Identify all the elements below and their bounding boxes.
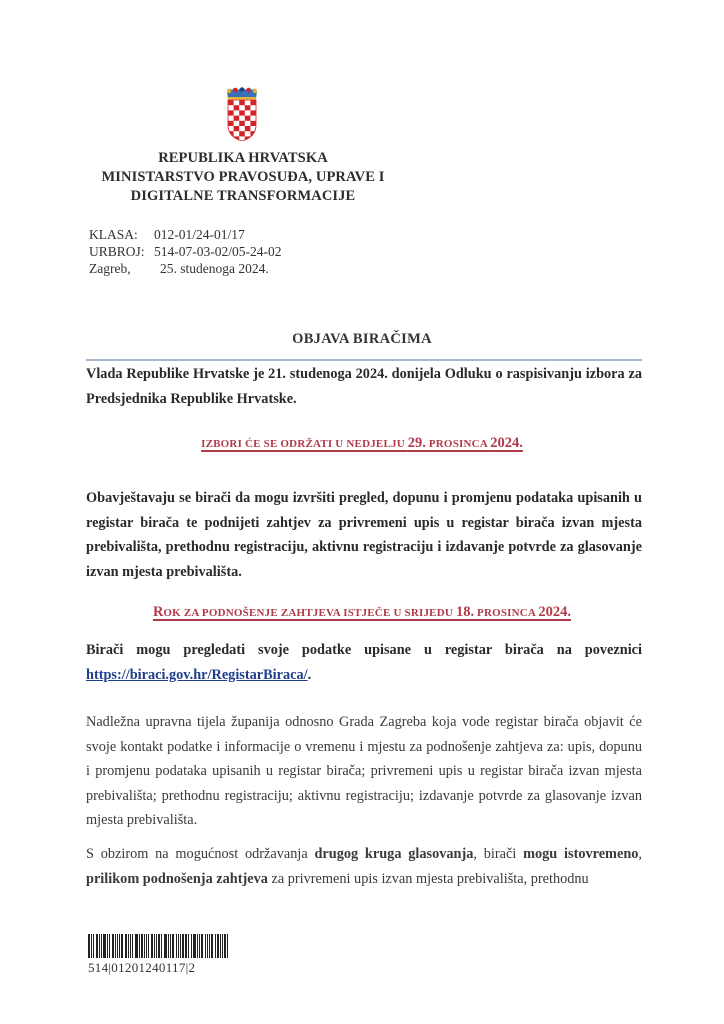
title-divider bbox=[86, 359, 642, 361]
header-country: REPUBLIKA HRVATSKA bbox=[158, 150, 328, 166]
election-notice-prefix: IZBORI ĆE SE ODRŽATI U NEDJELJU bbox=[201, 438, 408, 450]
barcode-bar bbox=[180, 934, 181, 958]
election-notice-month: PROSINCA bbox=[425, 438, 491, 450]
second-round-bold-3: prilikom podnošenja zahtjeva bbox=[86, 870, 268, 887]
barcode-bar bbox=[117, 934, 118, 958]
second-round-text-1: S obzirom na mogućnost održavanja bbox=[86, 846, 315, 862]
register-link[interactable]: https://biraci.gov.hr/RegistarBiraca/ bbox=[86, 666, 308, 683]
paragraph-second-round bbox=[86, 842, 642, 891]
register-link-end: . bbox=[307, 666, 312, 683]
place-label: Zagreb, bbox=[89, 261, 131, 276]
barcode-bar bbox=[99, 934, 100, 958]
urbroj-value: 514-07-03-02/05-24-02 bbox=[154, 244, 282, 259]
barcode-bar bbox=[144, 934, 145, 958]
barcode-bar bbox=[132, 934, 133, 958]
second-round-bold-2: mogu istovremeno bbox=[523, 846, 639, 862]
election-notice-year: 2024. bbox=[490, 435, 523, 451]
barcode-bar bbox=[182, 934, 184, 958]
barcode-bar bbox=[154, 934, 155, 958]
barcode-bar bbox=[215, 934, 216, 958]
deadline-notice-initial: R bbox=[152, 604, 164, 620]
barcode-bar bbox=[112, 934, 114, 958]
election-date-notice bbox=[0, 434, 724, 452]
second-round-bold-1: drugog kruga glasovanja bbox=[314, 846, 474, 862]
barcode-bar bbox=[109, 934, 110, 958]
barcode-bar bbox=[201, 934, 203, 958]
document-meta bbox=[89, 226, 281, 277]
paragraph-register-link bbox=[86, 638, 642, 687]
barcode-bar bbox=[217, 934, 219, 958]
second-round-text-3: , bbox=[638, 846, 642, 862]
barcode-bar bbox=[176, 934, 177, 958]
barcode-bar bbox=[130, 934, 131, 958]
barcode-bar bbox=[141, 934, 143, 958]
coat-of-arms-icon bbox=[226, 87, 258, 141]
deadline-notice-day: 18. bbox=[455, 604, 475, 620]
page-title: OBJAVA BIRAČIMA bbox=[292, 331, 432, 347]
deadline-notice-year: 2024. bbox=[538, 604, 572, 620]
barcode-bar bbox=[91, 934, 92, 958]
barcode-bar bbox=[146, 934, 147, 958]
date-value: 25. studenoga 2024. bbox=[160, 261, 269, 276]
barcode-bar bbox=[125, 934, 127, 958]
urbroj-row bbox=[89, 243, 281, 260]
register-link-text: Birači mogu pregledati svoje podatke upisane u registar birača na poveznici bbox=[86, 642, 642, 658]
barcode-bar bbox=[96, 934, 98, 958]
barcode-bar bbox=[224, 934, 226, 958]
barcode-bar bbox=[205, 934, 206, 958]
second-round-text-4: za privremeni upis izvan mjesta prebivališta, prethodnu bbox=[267, 870, 589, 887]
barcode-bar bbox=[128, 934, 129, 958]
ministry-header bbox=[90, 149, 396, 206]
barcode-bar bbox=[168, 934, 169, 958]
deadline-notice-month: PROSINCA bbox=[474, 607, 539, 619]
barcode-bar bbox=[107, 934, 108, 958]
barcode-bar bbox=[185, 934, 187, 958]
barcode-bar bbox=[101, 934, 102, 958]
election-notice-day: 29. bbox=[407, 435, 426, 451]
barcode-bar bbox=[88, 934, 90, 958]
paragraph-voter-notice: Obavještavaju se birači da mogu izvršiti pregled, dopunu i promjenu podataka upisanih u registar birača te podnijeti zahtjev za privremeni upis u registar birača izvan mjesta prebivališta, prethodnu registraciju, aktivnu registraciju i izdavanje potvrde za glasovanje izvan mjesta prebivališta. bbox=[86, 490, 642, 580]
date-row bbox=[89, 260, 281, 277]
header-ministry-line1: MINISTARSTVO PRAVOSUĐA, UPRAVE I bbox=[101, 169, 385, 185]
barcode-bar bbox=[188, 934, 189, 958]
barcode-bar bbox=[93, 934, 94, 958]
klasa-value: 012-01/24-01/17 bbox=[154, 227, 245, 242]
barcode-bar bbox=[197, 934, 198, 958]
barcode bbox=[88, 934, 230, 958]
barcode-bar bbox=[207, 934, 208, 958]
barcode-bar bbox=[156, 934, 157, 958]
deadline-notice bbox=[0, 603, 724, 621]
barcode-bar bbox=[199, 934, 200, 958]
paragraph-authorities: Nadležna upravna tijela županija odnosno Grada Zagreba koja vode registar birača objavit će svoje kontakt podatke i informacije o vremenu i mjestu za podnošenje zahtjeva za: upis, dopunu i promjenu podataka upisanih u registar birača; privremeni upis u registar birača izvan mjesta prebivališta; prethodnu registraciju; aktivnu registraciju; izdavanje potvrde za glasovanje izvan mjesta prebivališta. bbox=[86, 714, 642, 828]
paragraph-decision: Vlada Republike Hrvatske je 21. studenoga 2024. donijela Odluku o raspisivanju izbora za Predsjednika Republike Hrvatske. bbox=[86, 366, 642, 407]
urbroj-label: URBROJ: bbox=[89, 244, 145, 259]
barcode-bar bbox=[209, 934, 210, 958]
barcode-bar bbox=[170, 934, 171, 958]
second-round-text-2: , birači bbox=[473, 846, 524, 862]
barcode-bar bbox=[115, 934, 116, 958]
barcode-bar bbox=[158, 934, 160, 958]
barcode-bar bbox=[139, 934, 140, 958]
klasa-label: KLASA: bbox=[89, 227, 138, 242]
barcode-bar bbox=[135, 934, 138, 958]
header-ministry-line2: DIGITALNE TRANSFORMACIJE bbox=[130, 188, 356, 204]
klasa-row bbox=[89, 226, 281, 243]
barcode-bar bbox=[164, 934, 167, 958]
barcode-bar bbox=[121, 934, 123, 958]
barcode-bar bbox=[220, 934, 221, 958]
barcode-bar bbox=[151, 934, 153, 958]
barcode-bar bbox=[211, 934, 213, 958]
barcode-number: 514|01201240117|2 bbox=[88, 960, 196, 975]
barcode-bar bbox=[191, 934, 192, 958]
barcode-bar bbox=[227, 934, 228, 958]
barcode-bar bbox=[222, 934, 223, 958]
barcode-bar bbox=[103, 934, 106, 958]
barcode-bar bbox=[178, 934, 179, 958]
barcode-bar bbox=[161, 934, 162, 958]
barcode-bar bbox=[119, 934, 120, 958]
barcode-bar bbox=[172, 934, 174, 958]
barcode-bar bbox=[148, 934, 149, 958]
deadline-notice-prefix: OK ZA PODNOŠENJE ZAHTJEVA ISTJEČE U SRIJEDU bbox=[163, 607, 456, 619]
barcode-bar bbox=[193, 934, 196, 958]
